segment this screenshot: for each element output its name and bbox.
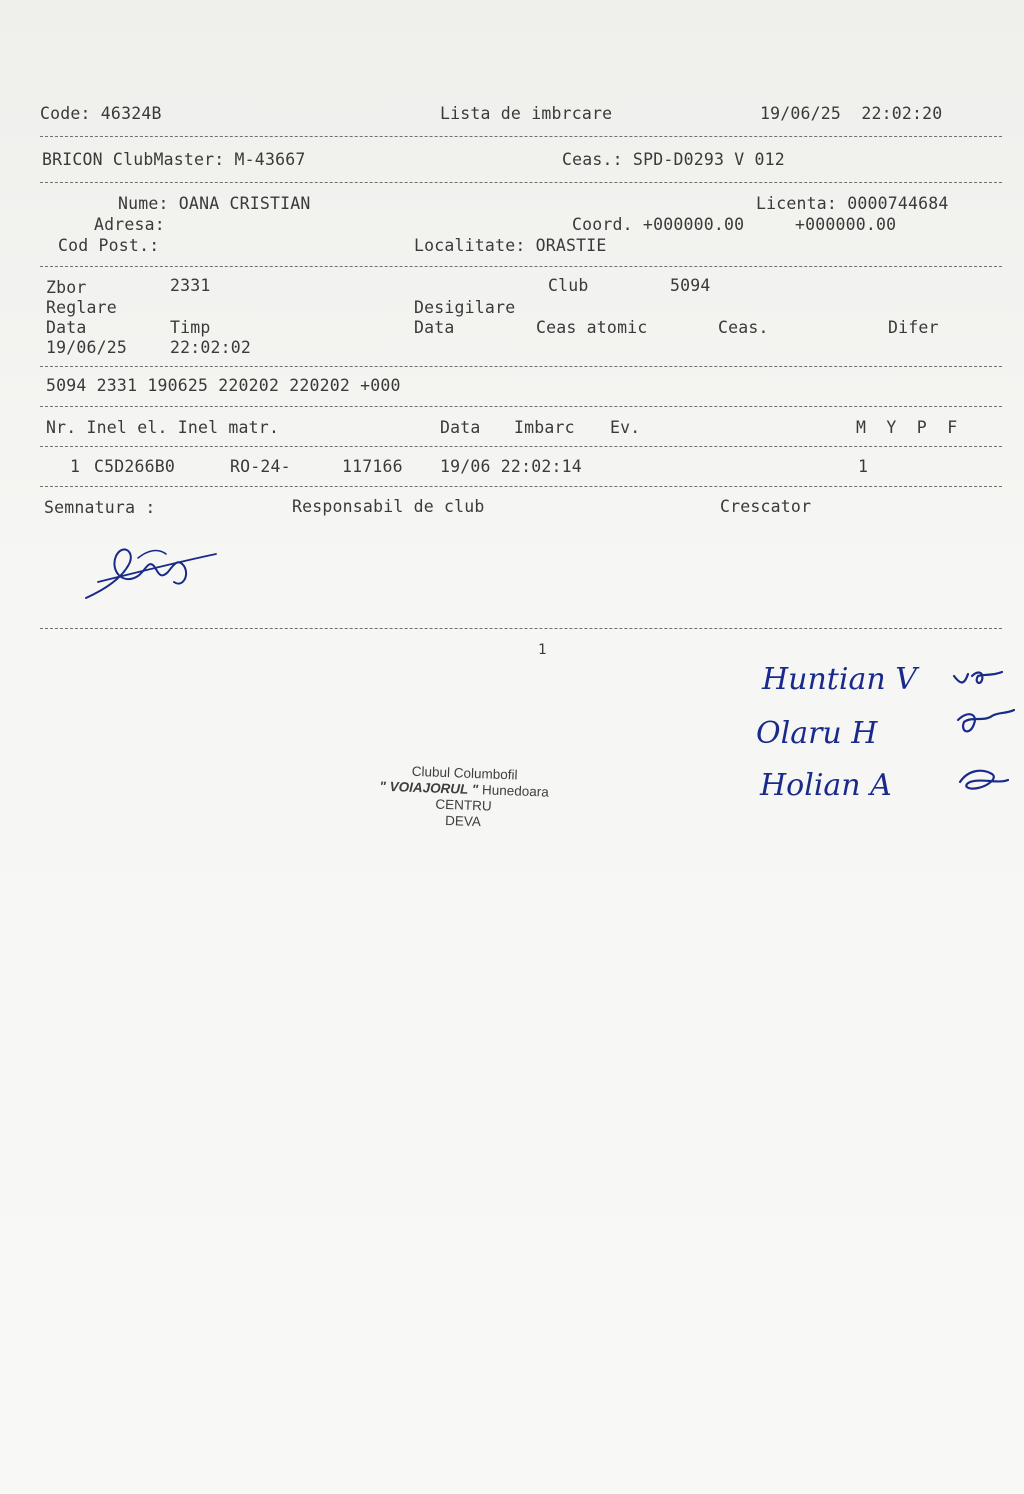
header-imbarc: Imbarc: [514, 418, 575, 437]
clock-id: Ceas.: SPD-D0293 V 012: [562, 150, 785, 169]
col-data-1: Data: [46, 318, 87, 337]
separator: [40, 628, 1002, 629]
separator: [40, 266, 1002, 267]
breeder-label: Crescator: [720, 497, 812, 516]
handwritten-name-1: Huntian V: [762, 662, 917, 697]
handwritten-name-3: Holian A: [760, 768, 892, 803]
reglare-time: 22:02:02: [170, 338, 252, 357]
club-stamp: [358, 762, 570, 833]
stamp-city: Hunedoara: [481, 782, 550, 800]
signature-scribble: [78, 536, 228, 606]
separator: [40, 366, 1002, 367]
stamp-club-name: " VOIAJORUL ": [379, 778, 479, 798]
row-inel-matr: RO-24-: [230, 457, 291, 476]
coord-field: Coord. +000000.00 +000000.00: [572, 215, 897, 234]
desigilare-label: Desigilare: [414, 298, 516, 317]
flight-label: Zbor: [46, 278, 87, 297]
stamp-line4: DEVA: [444, 813, 482, 830]
handwritten-initials: [948, 660, 1018, 810]
row-number: 117166: [342, 457, 403, 476]
signature-label: Semnatura :: [44, 498, 156, 517]
separator: [40, 406, 1002, 407]
row-nr: 1: [70, 457, 81, 476]
separator: [40, 182, 1002, 183]
clubmaster-id: BRICON ClubMaster: M-43667: [42, 150, 306, 169]
row-m: 1: [858, 457, 869, 476]
stamp-line1: Clubul Columbofil: [411, 763, 518, 783]
col-timp: Timp: [170, 318, 211, 337]
club-responsible-label: Responsabil de club: [292, 497, 485, 516]
reglare-date: 19/06/25: [46, 338, 128, 357]
page-number: 1: [538, 642, 547, 658]
header-ev: Ev.: [610, 418, 641, 437]
header-data: Data: [440, 418, 481, 437]
col-data-2: Data: [414, 318, 455, 337]
print-datetime: 19/06/25 22:02:20: [760, 104, 943, 123]
header-mypf: M Y P F: [856, 418, 958, 437]
document-title: Lista de imbrcare: [440, 104, 613, 123]
club-value: 5094: [670, 276, 711, 295]
license-field: Licenta: 0000744684: [756, 194, 949, 213]
reglare-label: Reglare: [46, 298, 117, 317]
col-difer: Difer: [888, 318, 939, 337]
row-data-imbarc: 19/06 22:02:14: [440, 457, 582, 476]
separator: [40, 446, 1002, 447]
row-inel-el: C5D266B0: [94, 457, 176, 476]
stamp-line3: CENTRU: [435, 796, 492, 814]
separator: [40, 486, 1002, 487]
handwritten-name-2: Olaru H: [756, 716, 878, 751]
separator: [40, 136, 1002, 137]
address-field: Adresa:: [94, 215, 165, 234]
code-label: Code: 46324B: [40, 104, 162, 123]
flight-value: 2331: [170, 276, 211, 295]
club-label: Club: [548, 276, 589, 295]
code-line: 5094 2331 190625 220202 220202 +000: [46, 376, 401, 395]
postal-code-field: Cod Post.:: [58, 236, 160, 255]
header-nr-inel: Nr. Inel el. Inel matr.: [46, 418, 280, 437]
col-ceas-atomic: Ceas atomic: [536, 318, 648, 337]
name-field: Nume: OANA CRISTIAN: [118, 194, 311, 213]
col-ceas: Ceas.: [718, 318, 769, 337]
locality-field: Localitate: ORASTIE: [414, 236, 607, 255]
